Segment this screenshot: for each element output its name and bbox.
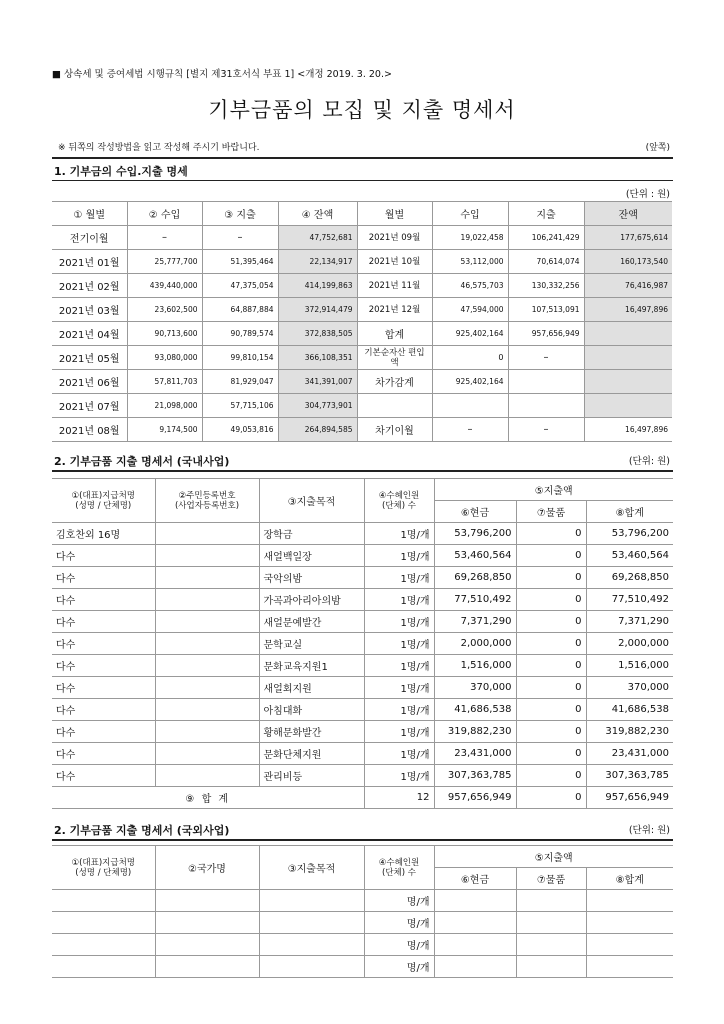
total-cell: 2,000,000 (586, 633, 673, 655)
balance-cell: 372,838,505 (278, 322, 357, 346)
expense-cell (508, 394, 584, 418)
recipient-cell: 다수 (52, 545, 155, 567)
expense-cell: – (508, 346, 584, 370)
section3-unit: (단위: 원) (628, 825, 670, 836)
expense-cell (508, 370, 584, 394)
table-row (52, 743, 673, 765)
count-cell: 1명/개 (364, 721, 434, 743)
balance-cell (584, 394, 672, 418)
total-cell: 370,000 (586, 677, 673, 699)
income-cell: 925,402,164 (432, 370, 508, 394)
table-row (52, 298, 672, 322)
goods-cell: 0 (516, 633, 586, 655)
month-cell (357, 394, 432, 418)
sum-goods: 0 (516, 787, 586, 809)
table-row (52, 250, 672, 274)
recipient-cell: 김호찬외 16명 (52, 523, 155, 545)
balance-cell: 372,914,479 (278, 298, 357, 322)
expense-cell: 47,375,054 (202, 274, 278, 298)
country-cell (155, 912, 259, 934)
cash-cell (434, 890, 516, 912)
balance-cell: 366,108,351 (278, 346, 357, 370)
expense-cell: 49,053,816 (202, 418, 278, 442)
total-cell: 23,431,000 (586, 743, 673, 765)
income-cell: 23,602,500 (127, 298, 202, 322)
cash-cell: 307,363,785 (434, 765, 516, 787)
col-header: ① 월별 (52, 202, 127, 226)
table-row (52, 677, 673, 699)
section2-unit: (단위: 원) (628, 456, 670, 467)
purpose-cell: 새얼백일장 (259, 545, 364, 567)
col-header: 잔액 (584, 202, 672, 226)
section2-title: 2. 기부금품 지출 명세서 (국내사업) (54, 455, 230, 468)
purpose-cell: 관리비등 (259, 765, 364, 787)
table-row (52, 322, 672, 346)
regno-cell (155, 545, 259, 567)
count-cell: 1명/개 (364, 545, 434, 567)
regno-cell (155, 633, 259, 655)
table-row (52, 346, 672, 370)
total-cell (586, 890, 673, 912)
month-cell: 2021년 07월 (52, 394, 127, 418)
goods-cell (516, 956, 586, 978)
goods-cell (516, 890, 586, 912)
table-row (52, 394, 672, 418)
table-row (52, 912, 673, 934)
sum-row (52, 787, 673, 809)
month-cell: 2021년 05월 (52, 346, 127, 370)
regno-cell (155, 523, 259, 545)
recipient-cell (52, 934, 155, 956)
income-cell: 46,575,703 (432, 274, 508, 298)
cash-cell: 2,000,000 (434, 633, 516, 655)
total-cell (586, 912, 673, 934)
header-count: ④수혜인원 (단체) 수 (364, 846, 434, 890)
country-cell (155, 890, 259, 912)
purpose-cell: 문학교실 (259, 633, 364, 655)
regno-cell (155, 567, 259, 589)
expense-cell: 957,656,949 (508, 322, 584, 346)
month-cell: 전기이월 (52, 226, 127, 250)
total-cell (586, 934, 673, 956)
cash-cell: 53,460,564 (434, 545, 516, 567)
table-row (52, 699, 673, 721)
month-cell: 2021년 03월 (52, 298, 127, 322)
regno-cell (155, 765, 259, 787)
total-cell: 69,268,850 (586, 567, 673, 589)
goods-cell (516, 912, 586, 934)
cash-cell: 7,371,290 (434, 611, 516, 633)
instruction-note: ※ 뒤쪽의 작성방법을 읽고 작성해 주시기 바랍니다. (58, 143, 260, 153)
header-total: ⑧합계 (586, 501, 673, 523)
regno-cell (155, 589, 259, 611)
header-goods: ⑦물품 (516, 501, 586, 523)
domestic-expense-table (52, 478, 673, 809)
recipient-cell: 다수 (52, 765, 155, 787)
divider (52, 470, 673, 472)
expense-cell: – (508, 418, 584, 442)
total-cell: 7,371,290 (586, 611, 673, 633)
expense-cell: 130,332,256 (508, 274, 584, 298)
income-cell: 90,713,600 (127, 322, 202, 346)
month-cell: 2021년 12월 (357, 298, 432, 322)
balance-cell (584, 322, 672, 346)
recipient-cell: 다수 (52, 655, 155, 677)
header-purpose: ③지출목적 (259, 846, 364, 890)
month-cell: 2021년 10월 (357, 250, 432, 274)
balance-cell: 160,173,540 (584, 250, 672, 274)
count-cell: 1명/개 (364, 611, 434, 633)
purpose-cell: 국악의밤 (259, 567, 364, 589)
table-row (52, 226, 672, 250)
income-expense-table (52, 201, 672, 442)
expense-cell: 106,241,429 (508, 226, 584, 250)
income-cell: 47,594,000 (432, 298, 508, 322)
purpose-cell (259, 912, 364, 934)
month-cell: 기본순자산 편입액 (357, 346, 432, 370)
table-row (52, 721, 673, 743)
count-cell: 1명/개 (364, 633, 434, 655)
table-row (52, 274, 672, 298)
cash-cell (434, 956, 516, 978)
section3-title: 2. 기부금품 지출 명세서 (국외사업) (54, 824, 230, 837)
recipient-cell: 다수 (52, 611, 155, 633)
cash-cell: 319,882,230 (434, 721, 516, 743)
balance-cell: 22,134,917 (278, 250, 357, 274)
col-header: 월별 (357, 202, 432, 226)
recipient-cell: 다수 (52, 721, 155, 743)
expense-cell: 64,887,884 (202, 298, 278, 322)
cash-cell (434, 934, 516, 956)
expense-cell: 90,789,574 (202, 322, 278, 346)
table-row (52, 589, 673, 611)
expense-cell: 107,513,091 (508, 298, 584, 322)
recipient-cell (52, 912, 155, 934)
recipient-cell: 다수 (52, 567, 155, 589)
goods-cell: 0 (516, 611, 586, 633)
header-count: ④수혜인원 (단체) 수 (364, 479, 434, 523)
page-title: 기부금품의 모집 및 지출 명세서 (208, 98, 516, 122)
balance-cell (584, 346, 672, 370)
income-cell: – (432, 418, 508, 442)
expense-cell: – (202, 226, 278, 250)
purpose-cell (259, 934, 364, 956)
regno-cell (155, 677, 259, 699)
balance-cell: 341,391,007 (278, 370, 357, 394)
month-cell: 2021년 01월 (52, 250, 127, 274)
balance-cell: 414,199,863 (278, 274, 357, 298)
table-row (52, 418, 672, 442)
cash-cell: 53,796,200 (434, 523, 516, 545)
overseas-expense-table (52, 845, 673, 978)
header-cash: ⑥현금 (434, 868, 516, 890)
goods-cell: 0 (516, 589, 586, 611)
table-row (52, 523, 673, 545)
header-country: ②국가명 (155, 846, 259, 890)
goods-cell: 0 (516, 655, 586, 677)
expense-cell: 57,715,106 (202, 394, 278, 418)
expense-cell: 99,810,154 (202, 346, 278, 370)
cash-cell: 1,516,000 (434, 655, 516, 677)
header-cash: ⑥현금 (434, 501, 516, 523)
header-recipient: ①(대표)지급처명 (성명 / 단체명) (52, 846, 155, 890)
table-row (52, 655, 673, 677)
income-cell: 53,112,000 (432, 250, 508, 274)
table-row (52, 567, 673, 589)
country-cell (155, 934, 259, 956)
income-cell: 19,022,458 (432, 226, 508, 250)
income-cell: 9,174,500 (127, 418, 202, 442)
count-cell: 1명/개 (364, 567, 434, 589)
regno-cell (155, 655, 259, 677)
income-cell: – (127, 226, 202, 250)
recipient-cell (52, 956, 155, 978)
table-row (52, 956, 673, 978)
sum-count: 12 (364, 787, 434, 809)
count-cell: 명/개 (364, 890, 434, 912)
cash-cell (434, 912, 516, 934)
table-row (52, 765, 673, 787)
income-cell: 925,402,164 (432, 322, 508, 346)
page-side-label: (앞쪽) (645, 143, 670, 153)
col-header: ③ 지출 (202, 202, 278, 226)
purpose-cell: 새얼회지원 (259, 677, 364, 699)
total-cell: 77,510,492 (586, 589, 673, 611)
purpose-cell: 아침대화 (259, 699, 364, 721)
count-cell: 1명/개 (364, 743, 434, 765)
month-cell: 2021년 09월 (357, 226, 432, 250)
purpose-cell: 황해문화발간 (259, 721, 364, 743)
table-row (52, 934, 673, 956)
income-cell: 57,811,703 (127, 370, 202, 394)
divider (52, 180, 673, 181)
table-row (52, 611, 673, 633)
cash-cell: 69,268,850 (434, 567, 516, 589)
count-cell: 1명/개 (364, 589, 434, 611)
month-cell: 2021년 06월 (52, 370, 127, 394)
balance-cell: 304,773,901 (278, 394, 357, 418)
income-cell (432, 394, 508, 418)
expense-cell: 70,614,074 (508, 250, 584, 274)
purpose-cell: 새얼문예발간 (259, 611, 364, 633)
goods-cell: 0 (516, 523, 586, 545)
recipient-cell (52, 890, 155, 912)
balance-cell: 47,752,681 (278, 226, 357, 250)
purpose-cell (259, 956, 364, 978)
income-cell: 93,080,000 (127, 346, 202, 370)
total-cell: 53,796,200 (586, 523, 673, 545)
law-reference: ■ 상속세 및 증여세법 시행규칙 [별지 제31호서식 부표 1] <개정 2019. 3. 20.> (52, 69, 392, 80)
month-cell: 2021년 04월 (52, 322, 127, 346)
table-row (52, 890, 673, 912)
divider (52, 157, 673, 159)
purpose-cell: 장학금 (259, 523, 364, 545)
income-cell: 25,777,700 (127, 250, 202, 274)
col-header: ② 수입 (127, 202, 202, 226)
regno-cell (155, 611, 259, 633)
goods-cell: 0 (516, 721, 586, 743)
table-row (52, 370, 672, 394)
cash-cell: 370,000 (434, 677, 516, 699)
month-cell: 2021년 11월 (357, 274, 432, 298)
purpose-cell: 문화단체지원 (259, 743, 364, 765)
header-goods: ⑦물품 (516, 868, 586, 890)
header-total: ⑧합계 (586, 868, 673, 890)
cash-cell: 41,686,538 (434, 699, 516, 721)
balance-cell: 177,675,614 (584, 226, 672, 250)
goods-cell: 0 (516, 545, 586, 567)
divider (52, 839, 673, 841)
total-cell: 1,516,000 (586, 655, 673, 677)
goods-cell: 0 (516, 699, 586, 721)
recipient-cell: 다수 (52, 699, 155, 721)
month-cell: 차기이월 (357, 418, 432, 442)
regno-cell (155, 743, 259, 765)
cash-cell: 23,431,000 (434, 743, 516, 765)
recipient-cell: 다수 (52, 633, 155, 655)
count-cell: 1명/개 (364, 523, 434, 545)
sum-cash: 957,656,949 (434, 787, 516, 809)
sum-total: 957,656,949 (586, 787, 673, 809)
recipient-cell: 다수 (52, 677, 155, 699)
balance-cell: 76,416,987 (584, 274, 672, 298)
regno-cell (155, 721, 259, 743)
goods-cell: 0 (516, 677, 586, 699)
table-row (52, 545, 673, 567)
count-cell: 1명/개 (364, 699, 434, 721)
balance-cell (584, 370, 672, 394)
balance-cell: 16,497,896 (584, 418, 672, 442)
month-cell: 2021년 02월 (52, 274, 127, 298)
purpose-cell: 문화교육지원1 (259, 655, 364, 677)
total-cell: 307,363,785 (586, 765, 673, 787)
total-cell: 53,460,564 (586, 545, 673, 567)
goods-cell: 0 (516, 765, 586, 787)
count-cell: 1명/개 (364, 677, 434, 699)
country-cell (155, 956, 259, 978)
income-cell: 0 (432, 346, 508, 370)
col-header: 수입 (432, 202, 508, 226)
section1-title: 1. 기부금의 수입.지출 명세 (54, 165, 188, 178)
total-cell (586, 956, 673, 978)
month-cell: 2021년 08월 (52, 418, 127, 442)
table-row (52, 633, 673, 655)
regno-cell (155, 699, 259, 721)
header-regno: ②주민등록번호 (사업자등록번호) (155, 479, 259, 523)
goods-cell: 0 (516, 567, 586, 589)
count-cell: 명/개 (364, 956, 434, 978)
purpose-cell: 가곡과아리아의밤 (259, 589, 364, 611)
header-amount: ⑤지출액 (434, 479, 673, 501)
header-purpose: ③지출목적 (259, 479, 364, 523)
col-header: ④ 잔액 (278, 202, 357, 226)
cash-cell: 77,510,492 (434, 589, 516, 611)
total-cell: 41,686,538 (586, 699, 673, 721)
balance-cell: 16,497,896 (584, 298, 672, 322)
balance-cell: 264,894,585 (278, 418, 357, 442)
income-cell: 439,440,000 (127, 274, 202, 298)
total-cell: 319,882,230 (586, 721, 673, 743)
sum-label: ⑨ 합 계 (52, 787, 364, 809)
month-cell: 차가감계 (357, 370, 432, 394)
purpose-cell (259, 890, 364, 912)
goods-cell: 0 (516, 743, 586, 765)
goods-cell (516, 934, 586, 956)
col-header: 지출 (508, 202, 584, 226)
count-cell: 명/개 (364, 912, 434, 934)
income-cell: 21,098,000 (127, 394, 202, 418)
expense-cell: 51,395,464 (202, 250, 278, 274)
recipient-cell: 다수 (52, 589, 155, 611)
header-amount: ⑤지출액 (434, 846, 673, 868)
month-cell: 합계 (357, 322, 432, 346)
recipient-cell: 다수 (52, 743, 155, 765)
expense-cell: 81,929,047 (202, 370, 278, 394)
count-cell: 1명/개 (364, 765, 434, 787)
header-recipient: ①(대표)지급처명 (성명 / 단체명) (52, 479, 155, 523)
count-cell: 1명/개 (364, 655, 434, 677)
count-cell: 명/개 (364, 934, 434, 956)
section1-unit: (단위 : 원) (625, 189, 670, 200)
